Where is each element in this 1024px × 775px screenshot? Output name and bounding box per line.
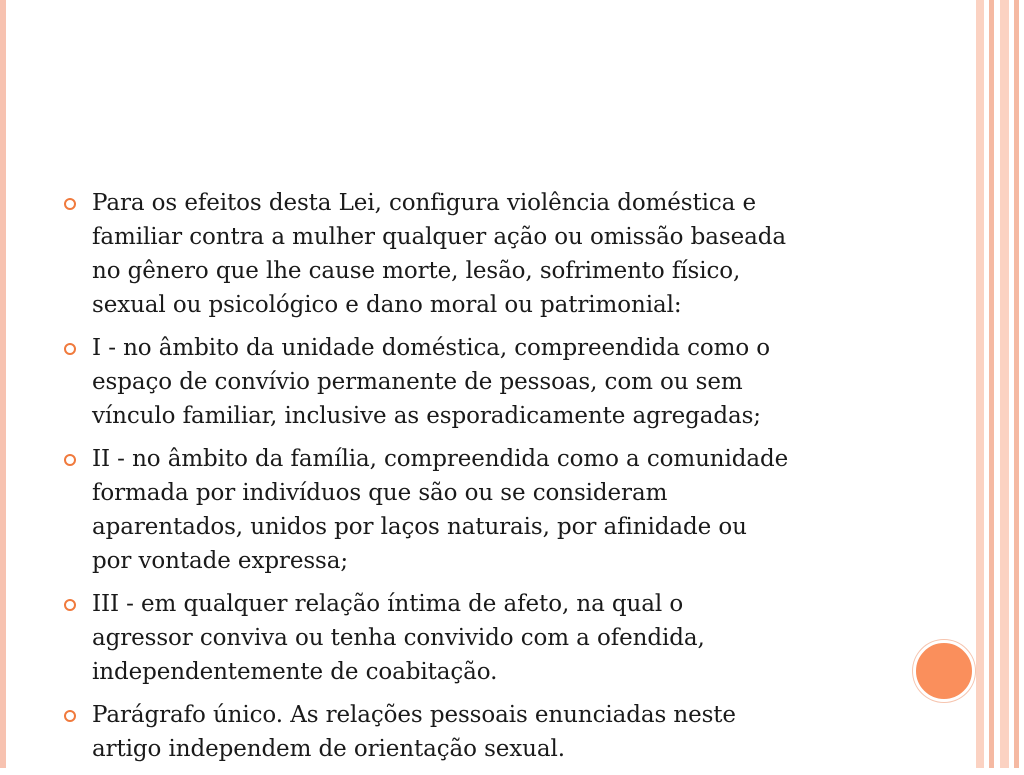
bullet-paragraph [62,186,892,322]
bullet-icon [64,599,76,611]
text-line: espaço de convívio permanente de pessoas, com ou sem [92,369,743,395]
text-line: no gênero que lhe cause morte, lesão, sofrimento físico, [92,258,741,284]
decorative-circle [913,640,975,702]
text-line: agressor conviva ou tenha convivido com a ofendida, [92,625,705,651]
text-line: sexual ou psicológico e dano moral ou patrimonial: [92,292,682,318]
text-line: aparentados, unidos por laços naturais, por afinidade ou [92,514,747,540]
right-border-stripe [1014,0,1019,768]
right-border-stripe [1000,0,1009,768]
text-line: III - em qualquer relação íntima de afeto, na qual o [92,591,684,617]
text-line: vínculo familiar, inclusive as esporadicamente agregadas; [92,403,761,429]
bullet-paragraph [62,331,892,433]
bullet-paragraph [62,698,892,766]
bullet-paragraph [62,442,892,578]
text-line: artigo independem de orientação sexual. [92,736,565,762]
text-line: familiar contra a mulher qualquer ação ou omissão baseada [92,224,786,250]
bullet-icon [64,198,76,210]
text-line: II - no âmbito da família, compreendida como a comunidade [92,446,789,472]
text-line: independentemente de coabitação. [92,659,498,685]
bullet-paragraph [62,587,892,689]
text-line: Parágrafo único. As relações pessoais enunciadas neste [92,702,736,728]
bullet-icon [64,343,76,355]
text-line: Para os efeitos desta Lei, configura violência doméstica e [92,190,757,216]
text-line: formada por indivíduos que são ou se consideram [92,480,668,506]
slide-body [62,186,892,775]
left-border-stripe [0,0,6,768]
text-line: por vontade expressa; [92,548,349,574]
bullet-icon [64,710,76,722]
bullet-icon [64,454,76,466]
text-line: I - no âmbito da unidade doméstica, compreendida como o [92,335,771,361]
right-border-stripe [976,0,984,768]
right-border-stripe [989,0,994,768]
